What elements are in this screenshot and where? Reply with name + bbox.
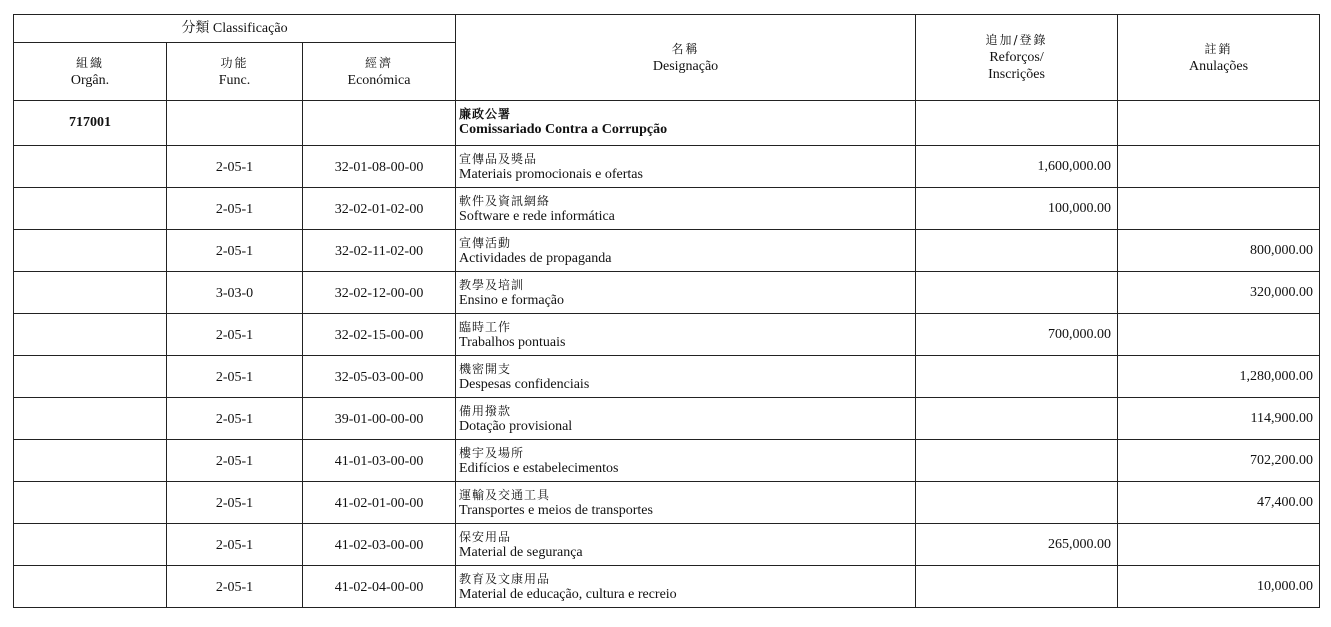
designation-header-zh: 名稱: [671, 41, 700, 56]
organic-reinforcement-cell: [916, 101, 1118, 146]
designation-zh: 運輸及交通工具: [459, 488, 551, 502]
classification-label: 分類 Classificação: [181, 21, 288, 36]
table-row: [14, 146, 1320, 188]
organic-name-pt: Comissariado Contra a Corrupção: [459, 122, 668, 137]
cancellations-header-zh: 註銷: [1204, 41, 1233, 56]
functional-code: 2-05-1: [167, 314, 303, 356]
table-row: [14, 440, 1320, 482]
organic-cell: [14, 482, 167, 524]
reinforcement-amount: 265,000.00: [916, 524, 1118, 566]
designation-zh: 宣傳品及獎品: [459, 152, 538, 166]
organic-cell: [14, 566, 167, 608]
designation-pt: Edifícios e estabelecimentos: [459, 461, 619, 476]
designation-cell: [456, 188, 916, 230]
reinforcements-header-pt2: Inscrições: [988, 67, 1045, 82]
designation-pt: Ensino e formação: [459, 293, 564, 308]
reinforcement-amount: 700,000.00: [916, 314, 1118, 356]
organic-econ-cell: [303, 101, 456, 146]
reinforcement-amount: [916, 482, 1118, 524]
economic-code: 32-02-12-00-00: [303, 272, 456, 314]
organic-cell: [14, 146, 167, 188]
designation-cell: [456, 272, 916, 314]
designation-zh: 宣傳活動: [459, 236, 512, 250]
designation-pt: Despesas confidenciais: [459, 377, 590, 392]
reinforcement-amount: [916, 230, 1118, 272]
table-row: [14, 482, 1320, 524]
cancellation-amount: 702,200.00: [1118, 440, 1320, 482]
organic-cell: [14, 524, 167, 566]
table-row: [14, 272, 1320, 314]
reinforcement-amount: [916, 566, 1118, 608]
table-row: [14, 566, 1320, 608]
economic-header-zh: 經濟: [365, 55, 394, 70]
designation-zh: 軟件及資訊網絡: [459, 194, 551, 208]
cancellation-amount: 320,000.00: [1118, 272, 1320, 314]
designation-header-pt: Designação: [652, 58, 719, 74]
classification-header: [14, 15, 456, 43]
economic-code: 32-02-01-02-00: [303, 188, 456, 230]
functional-code: 2-05-1: [167, 188, 303, 230]
table-row: [14, 524, 1320, 566]
economic-code: 41-02-03-00-00: [303, 524, 456, 566]
cancellation-amount: 10,000.00: [1118, 566, 1320, 608]
budget-table-page: [13, 14, 1319, 608]
organic-cell: [14, 356, 167, 398]
economic-code: 41-02-04-00-00: [303, 566, 456, 608]
cancellation-amount: [1118, 188, 1320, 230]
cancellations-header: [1118, 15, 1320, 101]
cancellation-amount: 47,400.00: [1118, 482, 1320, 524]
reinforcements-header-pt1: Reforços/: [989, 50, 1044, 65]
designation-cell: [456, 230, 916, 272]
organic-code: 717001: [14, 101, 167, 146]
designation-zh: 保安用品: [459, 530, 512, 544]
table-row: [14, 356, 1320, 398]
designation-pt: Dotação provisional: [459, 419, 573, 434]
designation-pt: Software e rede informática: [459, 209, 615, 224]
functional-code: 2-05-1: [167, 356, 303, 398]
designation-pt: Transportes e meios de transportes: [459, 503, 653, 518]
reinforcement-amount: [916, 356, 1118, 398]
functional-code: 2-05-1: [167, 566, 303, 608]
organic-row: [14, 101, 1320, 146]
designation-zh: 機密開支: [459, 362, 512, 376]
designation-pt: Trabalhos pontuais: [459, 335, 566, 350]
functional-header-zh: 功能: [220, 55, 249, 70]
cancellation-amount: 1,280,000.00: [1118, 356, 1320, 398]
functional-code: 2-05-1: [167, 524, 303, 566]
designation-zh: 臨時工作: [459, 320, 512, 334]
designation-zh: 教育及文康用品: [459, 572, 551, 586]
designation-pt: Actividades de propaganda: [459, 251, 612, 266]
designation-cell: [456, 356, 916, 398]
reinforcement-amount: 100,000.00: [916, 188, 1118, 230]
functional-header: [167, 43, 303, 101]
designation-cell: [456, 524, 916, 566]
economic-code: 32-05-03-00-00: [303, 356, 456, 398]
economic-code: 32-01-08-00-00: [303, 146, 456, 188]
designation-cell: [456, 398, 916, 440]
designation-zh: 樓宇及場所: [459, 446, 525, 460]
economic-code: 41-01-03-00-00: [303, 440, 456, 482]
cancellation-amount: [1118, 314, 1320, 356]
table-row: [14, 230, 1320, 272]
designation-zh: 備用撥款: [459, 404, 512, 418]
organic-designation: [456, 101, 916, 146]
organic-cancellation-cell: [1118, 101, 1320, 146]
cancellation-amount: 114,900.00: [1118, 398, 1320, 440]
reinforcement-amount: [916, 440, 1118, 482]
economic-header-pt: Económica: [347, 72, 411, 88]
organic-header: [14, 43, 167, 101]
designation-cell: [456, 314, 916, 356]
reinforcement-amount: [916, 272, 1118, 314]
designation-cell: [456, 482, 916, 524]
organic-cell: [14, 440, 167, 482]
reinforcement-amount: [916, 398, 1118, 440]
functional-code: 3-03-0: [167, 272, 303, 314]
economic-code: 39-01-00-00-00: [303, 398, 456, 440]
organic-cell: [14, 314, 167, 356]
economic-code: 32-02-11-02-00: [303, 230, 456, 272]
organic-header-zh: 組織: [75, 55, 104, 70]
organic-cell: [14, 188, 167, 230]
functional-code: 2-05-1: [167, 230, 303, 272]
budget-table: [13, 14, 1320, 608]
functional-code: 2-05-1: [167, 398, 303, 440]
table-row: [14, 314, 1320, 356]
functional-code: 2-05-1: [167, 440, 303, 482]
designation-cell: [456, 146, 916, 188]
organic-func-cell: [167, 101, 303, 146]
cancellation-amount: 800,000.00: [1118, 230, 1320, 272]
functional-header-pt: Func.: [218, 72, 251, 88]
organic-header-pt: Orgân.: [70, 72, 110, 88]
organic-cell: [14, 398, 167, 440]
reinforcements-header-zh: 追加/登錄: [985, 33, 1048, 47]
designation-pt: Material de educação, cultura e recreio: [459, 587, 677, 602]
reinforcements-header: [916, 15, 1118, 101]
economic-code: 32-02-15-00-00: [303, 314, 456, 356]
designation-cell: [456, 440, 916, 482]
cancellation-amount: [1118, 524, 1320, 566]
designation-pt: Materiais promocionais e ofertas: [459, 167, 643, 182]
designation-header: [456, 15, 916, 101]
cancellations-header-pt: Anulações: [1188, 58, 1249, 74]
designation-cell: [456, 566, 916, 608]
economic-header: [303, 43, 456, 101]
organic-cell: [14, 230, 167, 272]
table-row: [14, 188, 1320, 230]
cancellation-amount: [1118, 146, 1320, 188]
functional-code: 2-05-1: [167, 482, 303, 524]
economic-code: 41-02-01-00-00: [303, 482, 456, 524]
functional-code: 2-05-1: [167, 146, 303, 188]
organic-name-zh: 廉政公署: [459, 107, 512, 121]
organic-cell: [14, 272, 167, 314]
table-row: [14, 398, 1320, 440]
reinforcement-amount: 1,600,000.00: [916, 146, 1118, 188]
designation-zh: 教學及培訓: [459, 278, 525, 292]
designation-pt: Material de segurança: [459, 545, 583, 560]
